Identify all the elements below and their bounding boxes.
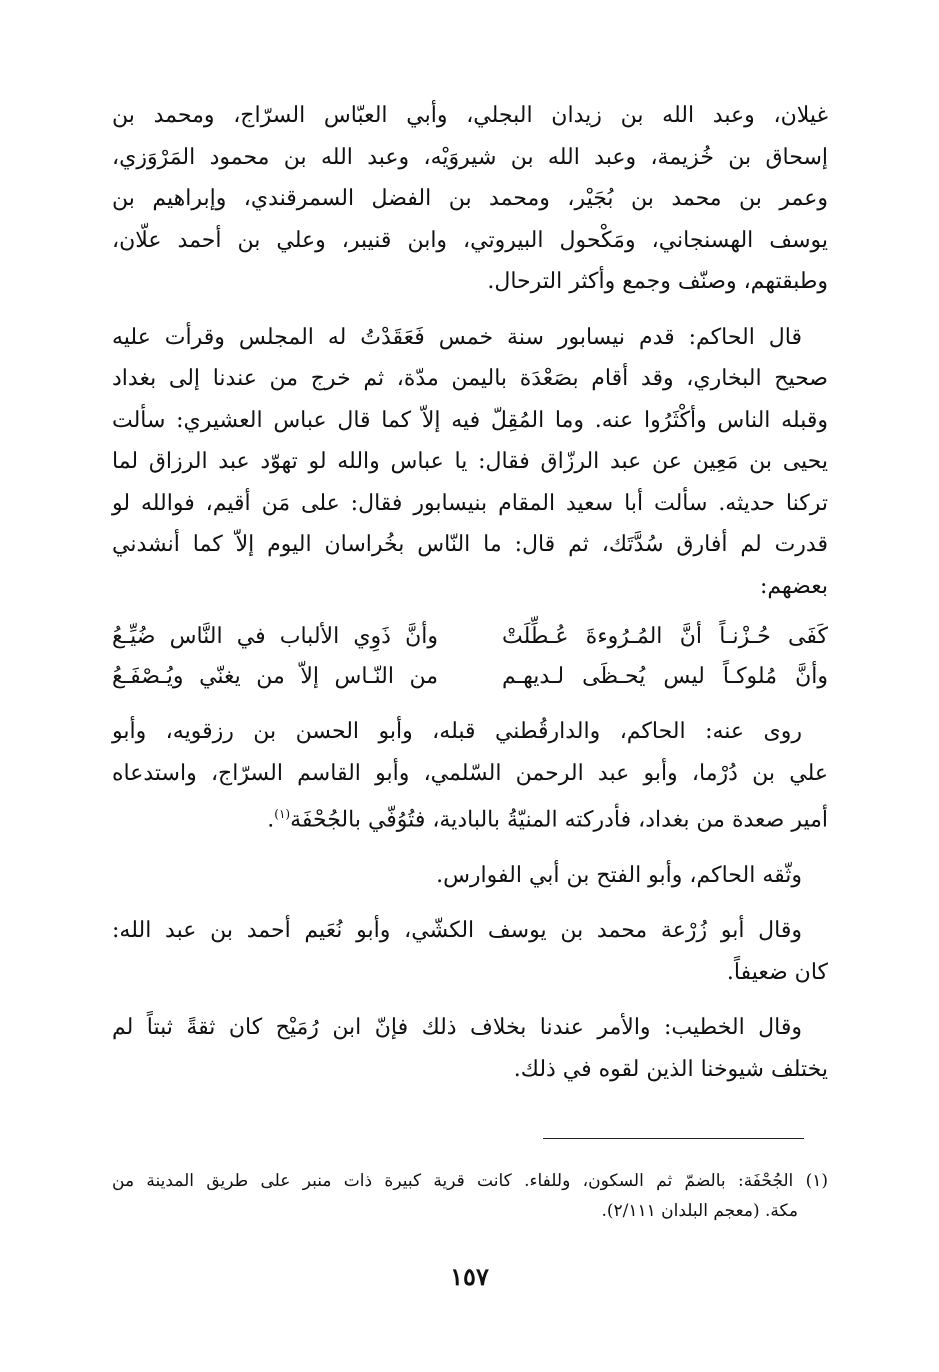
text-line: قال الحاكم: قدم نيسابور سنة خمس فَعَقَدْتُ له المجلس وقرأت عليه — [112, 324, 802, 350]
paragraph-tawthiq — [112, 855, 828, 897]
text-line: قدرت لم أفارق سُدَّتَك، ثم قال: ما النّاس بخُراسان اليوم إلاّ كما أنشدني — [112, 532, 828, 557]
text-line: يوسف الهسنجاني، ومَكْحول البيروتي، وابن قنيبر، وعلي بن أحمد علّان، — [112, 227, 828, 253]
text-line: علي بن دُرْما، وأبو عبد الرحمن السّلمي، وأبو القاسم السرّاج، واستدعاه — [112, 760, 828, 786]
text-line — [112, 794, 828, 841]
footnote-separator — [543, 1138, 804, 1139]
text-line: يختلف شيوخنا الذين لقوه في ذلك. — [513, 1056, 828, 1082]
page-body — [112, 95, 828, 1090]
text-line: بعضهم: — [759, 573, 828, 599]
text-line: تركنا حديثه. سألت أبا سعيد المقام بنيسابور فقال: على مَن أقيم، فوالله لو — [112, 490, 828, 516]
paragraph-narrators — [112, 711, 828, 841]
poem-verse — [112, 657, 828, 697]
text-line: وقبله الناس وأكْثَرُوا عنه. وما المُقِلّ فيه إلاّ كما قال عباس العشيري: سألت — [112, 407, 828, 433]
text-line: يحيى بن مَعِين عن عبد الرزّاق فقال: يا عباس والله لو تهوّد عبد الرزاق لما — [112, 449, 828, 474]
text-line: وقال الخطيب: والأمر عندنا بخلاف ذلك فإنّ ابن رُمَيْح كان ثقةً ثبتاً لم — [112, 1015, 802, 1041]
poem — [112, 617, 828, 697]
footnote-line: مكة. (معجم البلدان ٢/١١١). — [601, 1201, 798, 1221]
footnote — [112, 1166, 828, 1226]
page-number: ١٥٧ — [450, 1262, 489, 1291]
paragraph-daif — [112, 910, 828, 993]
text-line: وطبقتهم، وصنّف وجمع وأكثر الترحال. — [487, 269, 828, 294]
text-line: غيلان، وعبد الله بن زيدان البجلي، وأبي العبّاس السرّاج، ومحمد بن — [112, 103, 828, 128]
text-line: وقال أبو زُرْعة محمد بن يوسف الكشّي، وأبو نُعَيم أحمد بن عبد الله: — [112, 918, 802, 944]
footnote-line: (١) الجُحْفَة: بالضمّ ثم السكون، وللفاء. كانت قرية كبيرة ذات منبر على طريق المدينة من — [112, 1171, 828, 1191]
text-line: إسحاق بن خُزيمة، وعبد الله بن شيروَيْه، وعبد الله بن محمود المَرْوَزي، — [112, 144, 828, 170]
text-line: صحيح البخاري، وقد أقام بصَعْدَة باليمن مدّة، ثم خرج من عندنا إلى بغداد — [112, 366, 828, 391]
poem-verse — [112, 617, 828, 657]
poem-hemistich-second: من النّـاس إلاّ من يغنّي ويُـصْفَـعُ — [112, 664, 438, 689]
text-line: كان ضعيفاً. — [726, 959, 828, 985]
paragraph-hakim — [112, 317, 828, 608]
poem-hemistich-first: وأنَّ مُلوكـاً ليس يُحـظَى لـديهـم — [502, 664, 828, 689]
poem-hemistich-first: كَفَى حُـزْنـاً أنَّ المُـرُوءةَ عُـطِّلَتْ — [502, 624, 828, 649]
text-line-content: أمير صعدة من بغداد، فأدركته المنيّةُ بالبادية، فتُوُفّي بالجُحْفَة — [290, 807, 828, 833]
paragraph-khatib — [112, 1007, 828, 1090]
text-line: وعمر بن محمد بن بُجَيْر، ومحمد بن الفضل السمرقندي، وإبراهيم بن — [112, 186, 828, 211]
footnote-reference[interactable]: (١) — [274, 807, 291, 821]
poem-hemistich-second: وأنَّ ذَوِي الألباب في النَّاس ضُيِّـعُ — [112, 624, 438, 649]
text-line: روى عنه: الحاكم، والدارقُطني قبله، وأبو الحسن بن رزقويه، وأبو — [112, 719, 802, 744]
paragraph-teachers — [112, 95, 828, 303]
text-line: وثّقه الحاكم، وأبو الفتح بن أبي الفوارس. — [436, 862, 802, 888]
line-end-punctuation: . — [267, 807, 275, 833]
